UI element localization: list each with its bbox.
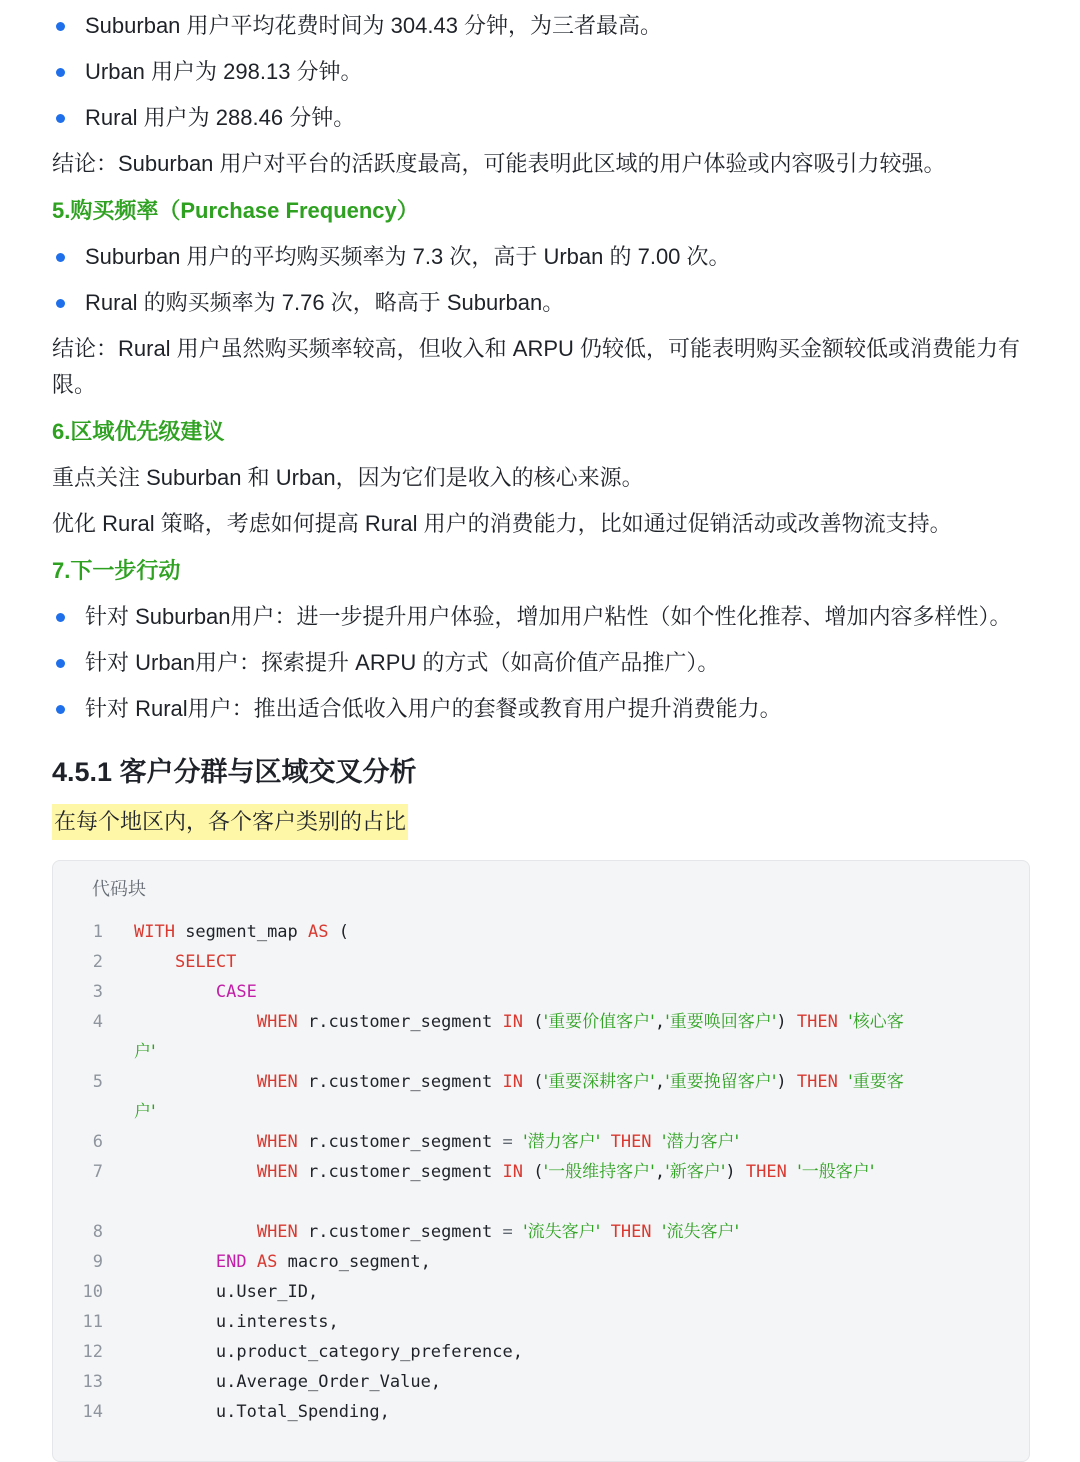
code-token: u.Total_Spending, [134, 1402, 390, 1422]
code-token: '一般维持客户' [543, 1162, 655, 1182]
code-token [134, 1252, 216, 1272]
code-line-number: 6 [92, 1132, 103, 1152]
code-token: THEN [610, 1222, 652, 1242]
code-token: ) [725, 1162, 746, 1182]
code-token: u.product_category_preference, [134, 1342, 523, 1362]
code-token: segment_map [174, 922, 309, 942]
code-token: END [215, 1252, 247, 1272]
code-token: THEN [796, 1072, 838, 1092]
code-token [134, 1222, 257, 1242]
code-token [513, 1222, 523, 1242]
code-token: '流失客户' [522, 1222, 601, 1242]
code-line-text [134, 1247, 431, 1277]
code-line-number: 2 [92, 952, 103, 972]
list-item-text: Suburban 用户的平均购买频率为 7.3 次，高于 Urban 的 7.00 次。 [85, 244, 731, 269]
bullet-dot-icon [56, 705, 65, 714]
code-token: 户' [134, 1102, 156, 1122]
code-token: macro_segment, [277, 1252, 431, 1272]
heading-next-steps: 7.下一步行动 [52, 558, 181, 583]
code-line-text [134, 1067, 904, 1097]
heading-region-priority: 6.区域优先级建议 [52, 419, 225, 444]
priority-paragraph-1: 重点关注 Suburban 和 Urban，因为它们是收入的核心来源。 [52, 465, 644, 490]
code-line-number: 12 [82, 1342, 103, 1362]
code-line-number: 7 [92, 1162, 103, 1182]
code-token: u.User_ID, [134, 1282, 319, 1302]
code-line-text [134, 1337, 523, 1367]
code-token: WHEN [256, 1162, 298, 1182]
code-token [838, 1012, 848, 1032]
code-token [134, 982, 216, 1002]
conclusion-paragraph-line2: 限。 [52, 372, 97, 397]
list-item-text: 针对 Urban用户：探索提升 ARPU 的方式（如高价值产品推广）。 [85, 650, 720, 675]
code-line-number: 8 [92, 1222, 103, 1242]
code-token: , [654, 1072, 666, 1092]
bullet-dot-icon [56, 659, 65, 668]
list-item-text: 针对 Rural用户：推出适合低收入用户的套餐或教育用户提升消费能力。 [85, 696, 782, 721]
code-token: r.customer_segment [297, 1222, 503, 1242]
code-token: ( [522, 1072, 544, 1092]
code-token [787, 1162, 797, 1182]
code-line-text [134, 1007, 904, 1037]
code-token: ( [328, 922, 349, 942]
code-line-text [134, 1097, 156, 1127]
code-token: ) [776, 1012, 797, 1032]
conclusion-paragraph: 结论：Suburban 用户对平台的活跃度最高，可能表明此区域的用户体验或内容吸引力较强。 [52, 151, 946, 176]
code-token: '一般客户' [797, 1162, 875, 1182]
code-token: r.customer_segment [297, 1162, 503, 1182]
code-token: THEN [796, 1012, 838, 1032]
code-token: ( [522, 1012, 544, 1032]
code-token: , [654, 1012, 666, 1032]
code-line-text [134, 1127, 739, 1157]
code-block[interactable] [52, 860, 1030, 1462]
code-line-text [134, 1037, 156, 1067]
code-token: '潜力客户' [661, 1132, 740, 1152]
code-token [247, 1252, 257, 1272]
code-token: '重要挽留客户' [665, 1072, 777, 1092]
list-item-text: Urban 用户为 298.13 分钟。 [85, 59, 363, 84]
list-item-text: Suburban 用户平均花费时间为 304.43 分钟，为三者最高。 [85, 13, 663, 38]
code-token [134, 1072, 257, 1092]
code-token: ( [522, 1162, 544, 1182]
code-token: '重要客 [848, 1072, 904, 1092]
list-item-text: Rural 的购买频率为 7.76 次，略高于 Suburban。 [85, 290, 565, 315]
code-token: IN [502, 1012, 523, 1032]
priority-paragraph-2: 优化 Rural 策略，考虑如何提高 Rural 用户的消费能力，比如通过促销活动或改善物流支持。 [52, 511, 952, 536]
bullet-dot-icon [56, 68, 65, 77]
code-token: WHEN [256, 1012, 298, 1032]
code-line-text [134, 977, 257, 1007]
heading-purchase-frequency: 5.购买频率（Purchase Frequency） [52, 198, 419, 223]
code-line-text [134, 1217, 739, 1247]
code-token [513, 1132, 523, 1152]
code-token: WHEN [256, 1132, 298, 1152]
code-token: '重要唤回客户' [665, 1012, 777, 1032]
list-item-text: Rural 用户为 288.46 分钟。 [85, 105, 356, 130]
code-token [600, 1222, 610, 1242]
code-token [134, 952, 175, 972]
code-token: = [502, 1222, 513, 1242]
code-line-number: 1 [92, 922, 103, 942]
code-token: 户' [134, 1042, 156, 1062]
bullet-dot-icon [56, 253, 65, 262]
code-line-text [134, 917, 349, 947]
code-line-number: 3 [92, 982, 103, 1002]
code-token: '潜力客户' [522, 1132, 601, 1152]
code-token: , [654, 1162, 666, 1182]
code-token: r.customer_segment [297, 1132, 503, 1152]
code-token [652, 1222, 662, 1242]
code-token: '核心客 [848, 1012, 904, 1032]
code-token: u.Average_Order_Value, [134, 1372, 442, 1392]
code-line-text [134, 1397, 390, 1427]
bullet-dot-icon [56, 114, 65, 123]
code-line-number: 9 [92, 1252, 103, 1272]
section-title: 4.5.1 客户分群与区域交叉分析 [52, 757, 417, 787]
code-token [134, 1012, 257, 1032]
code-token: r.customer_segment [297, 1012, 503, 1032]
code-block-label: 代码块 [92, 879, 146, 899]
code-line-text [134, 947, 236, 977]
code-token [600, 1132, 610, 1152]
bullet-dot-icon [56, 22, 65, 31]
code-line-text [134, 1367, 441, 1397]
code-line-number: 14 [82, 1402, 103, 1422]
code-token: IN [502, 1162, 523, 1182]
code-token: WHEN [256, 1222, 298, 1242]
code-token [134, 1132, 257, 1152]
code-line-number: 11 [82, 1312, 103, 1332]
code-token: '新客户' [665, 1162, 726, 1182]
highlighted-text: 在每个地区内，各个客户类别的占比 [52, 804, 408, 840]
code-token: u.interests, [134, 1312, 339, 1332]
code-token: AS [308, 922, 329, 942]
code-token: CASE [215, 982, 257, 1002]
bullet-dot-icon [56, 613, 65, 622]
code-token: '重要深耕客户' [543, 1072, 655, 1092]
code-line-text [134, 1157, 874, 1187]
code-token: '流失客户' [661, 1222, 740, 1242]
code-token: IN [502, 1072, 523, 1092]
list-item-text: 针对 Suburban用户：进一步提升用户体验，增加用户粘性（如个性化推荐、增加内容多样性）。 [85, 604, 1012, 629]
code-token: ) [776, 1072, 797, 1092]
code-token: = [502, 1132, 513, 1152]
code-line-text [134, 1277, 318, 1307]
code-line-number: 13 [82, 1372, 103, 1392]
code-token [134, 1162, 257, 1182]
bullet-dot-icon [56, 299, 65, 308]
code-token: '重要价值客户' [543, 1012, 655, 1032]
code-line-number: 5 [92, 1072, 103, 1092]
code-token: SELECT [174, 952, 237, 972]
code-token: WHEN [256, 1072, 298, 1092]
code-token [652, 1132, 662, 1152]
code-token [838, 1072, 848, 1092]
conclusion-paragraph-line1: 结论：Rural 用户虽然购买频率较高，但收入和 ARPU 仍较低，可能表明购买金额较低或消费能力有 [52, 336, 1021, 361]
code-token: WITH [134, 922, 175, 942]
code-line-text [134, 1307, 339, 1337]
code-token: r.customer_segment [297, 1072, 503, 1092]
code-token: THEN [610, 1132, 652, 1152]
code-line-number: 4 [92, 1012, 103, 1032]
code-token: AS [256, 1252, 278, 1272]
code-token: THEN [745, 1162, 787, 1182]
code-line-number: 10 [82, 1282, 103, 1302]
